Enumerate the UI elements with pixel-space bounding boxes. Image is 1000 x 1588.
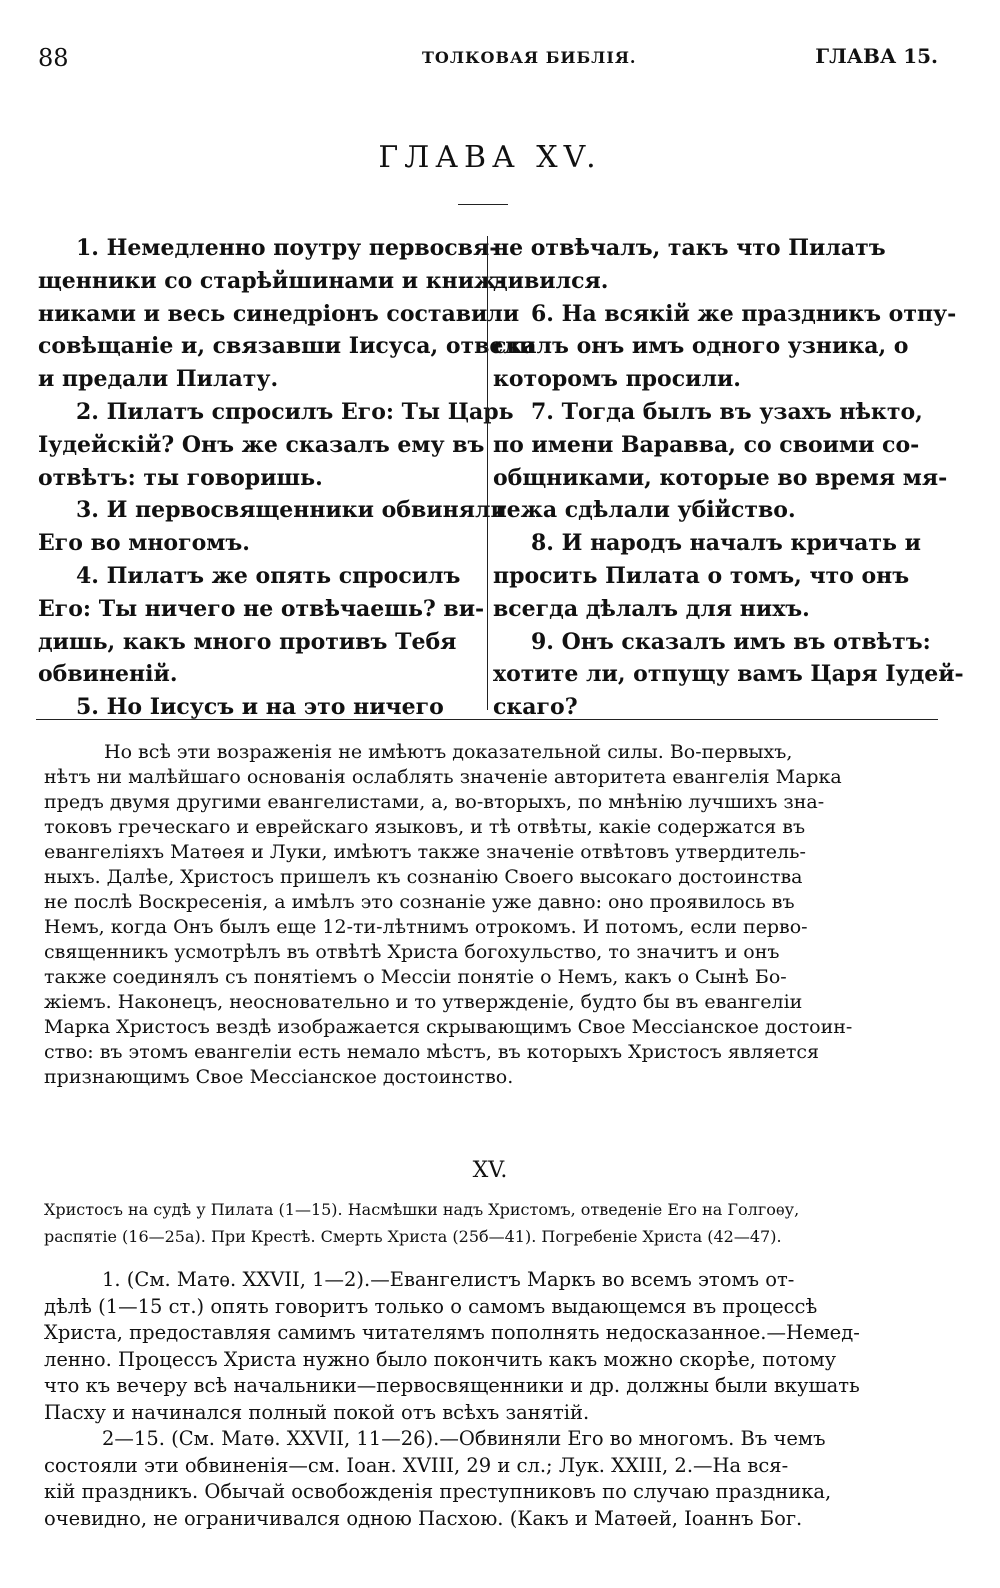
verse-line: 7. Тогда былъ въ узахъ нѣкто, <box>531 398 923 425</box>
verse-line: 4. Пилатъ же опять спросилъ <box>76 562 461 589</box>
verse-line: всегда дѣлалъ для нихъ. <box>493 595 810 622</box>
verse-line: Іудейскій? Онъ же сказалъ ему въ <box>38 431 485 458</box>
commentary-line: ство: въ этомъ евангеліи есть немало мѣстъ, въ которыхъ Христосъ является <box>44 1041 819 1063</box>
verse-line: и предали Пилату. <box>38 366 279 393</box>
verse-line: щенники со старѣйшинами и книж- <box>38 267 506 294</box>
verse-line: дивился. <box>493 267 609 294</box>
note-line: Христа, предоставляя самимъ читателямъ пополнять недосказанное.—Немед- <box>44 1321 860 1344</box>
chapter-title: ГЛАВА XV. <box>378 140 602 175</box>
commentary-paragraph <box>44 740 938 1090</box>
verse-line: 2. Пилатъ спросилъ Его: Ты Царь <box>76 398 514 425</box>
verse-line: не отвѣчалъ, такъ что Пилатъ <box>493 235 886 261</box>
note-line: что къ вечеру всѣ начальники—первосвященники и др. должны были вкушать <box>44 1374 860 1397</box>
verse-line: просить Пилата о томъ, что онъ <box>493 562 910 589</box>
scripture-columns <box>38 232 964 721</box>
section-rule <box>36 719 938 720</box>
verse-line: которомъ просили. <box>493 366 741 393</box>
verse-line: хотите ли, отпущу вамъ Царя Іудей- <box>493 661 964 688</box>
verse-line: скалъ онъ имъ одного узника, о <box>493 333 909 360</box>
commentary-line: токовъ греческаго и еврейскаго языковъ, и тѣ отвѣты, какіе содержатся въ <box>44 816 806 838</box>
commentary-line: евангеліяхъ Матѳея и Луки, имѣютъ также значеніе отвѣтовъ утвердитель- <box>44 841 806 863</box>
verse-line: 3. И первосвященники обвиняли <box>76 497 507 524</box>
verse-line: совѣщаніе и, связавши Іисуса, отвели <box>38 333 536 360</box>
verse-line: скаго? <box>493 694 578 721</box>
verse-line: Его: Ты ничего не отвѣчаешь? ви- <box>38 595 485 622</box>
commentary-line: не послѣ Воскресенія, а имѣлъ это сознаніе уже давно: оно проявилось въ <box>44 891 795 913</box>
note-line: 2—15. (См. Матѳ. XXVII, 11—26).—Обвиняли Его во многомъ. Въ чемъ <box>102 1427 826 1450</box>
column-divider <box>487 236 488 710</box>
title-rule <box>458 204 508 205</box>
note-line: очевидно, не ограничивался одною Пасхою. (Какъ и Матѳей, Іоаннъ Бог. <box>44 1506 803 1530</box>
note-line: ленно. Процессъ Христа нужно было покончить какъ можно скорѣе, потому <box>44 1347 837 1371</box>
note-line: Пасху и начинался полный покой отъ всѣхъ занятій. <box>44 1400 590 1424</box>
verse-notes <box>44 1267 938 1532</box>
commentary-line: священникъ усмотрѣлъ въ отвѣтѣ Христа богохульство, то значитъ и онъ <box>44 941 780 963</box>
section-heading: XV. <box>472 1158 508 1183</box>
running-head <box>38 44 938 78</box>
commentary-line: жіемъ. Наконецъ, неосновательно и то утвержденіе, будто бы въ евангеліи <box>44 991 803 1013</box>
commentary-line: предъ двумя другими евангелистами, а, во-вторыхъ, по мнѣнію лучшихъ зна- <box>44 791 825 813</box>
summary-line: распятіе (16—25а). При Крестѣ. Смерть Христа (25б—41). Погребеніе Христа (42—47). <box>44 1227 782 1246</box>
verse-line: 6. На всякій же праздникъ отпу- <box>531 300 957 327</box>
commentary-line: нѣтъ ни малѣйшаго основанія ослаблять значеніе авторитета евангелія Марка <box>44 766 842 788</box>
commentary-line: признающимъ Свое Мессіанское достоинство. <box>44 1066 514 1088</box>
summary-line: Христосъ на судѣ у Пилата (1—15). Насмѣшки надъ Христомъ, отведеніе Его на Голгоѳу, <box>44 1200 800 1219</box>
note-line: дѣлѣ (1—15 ст.) опять говоритъ только о самомъ выдающемся въ процессѣ <box>44 1294 818 1318</box>
section-summary <box>44 1196 938 1250</box>
verse-line: обвиненій. <box>38 661 178 688</box>
verse-line: 5. Но Іисусъ и на это ничего <box>76 694 444 721</box>
verse-line: отвѣтъ: ты говоришь. <box>38 464 323 491</box>
verse-line: общниками, которые во время мя- <box>493 464 948 491</box>
verse-line: 9. Онъ сказалъ имъ въ отвѣтъ: <box>531 628 931 655</box>
note-line: состояли эти обвиненія—см. Іоан. XVIII, 29 и сл.; Лук. XXIII, 2.—На вся- <box>44 1453 789 1477</box>
scripture-column-right <box>493 232 964 724</box>
commentary-line: Но всѣ эти возраженія не имѣютъ доказательной силы. Во-первыхъ, <box>104 741 793 763</box>
note-line: кій праздникъ. Обычай освобожденія преступниковъ по случаю праздника, <box>44 1480 832 1503</box>
commentary-line: Немъ, когда Онъ былъ еще 12-ти-лѣтнимъ отрокомъ. И потомъ, если перво- <box>44 916 808 938</box>
verse-line: 8. И народъ началъ кричать и <box>531 530 921 557</box>
verse-line: никами и весь синедріонъ составили <box>38 300 520 327</box>
page-number: 88 <box>38 44 69 72</box>
verse-line: тежа сдѣлали убійство. <box>493 497 796 524</box>
note-line: 1. (См. Матѳ. XXVII, 1—2).—Евангелистъ Маркъ во всемъ этомъ от- <box>102 1268 795 1291</box>
verse-line: 1. Немедленно поутру первосвя- <box>76 235 499 261</box>
chapter-reference: ГЛАВА 15. <box>815 44 938 68</box>
commentary-line: Марка Христосъ вездѣ изображается скрывающимъ Свое Мессіанское достоин- <box>44 1016 853 1038</box>
book-title: ТОЛКОВАЯ БИБЛІЯ. <box>422 48 637 67</box>
commentary-line: также соединялъ съ понятіемъ о Мессіи понятіе о Немъ, какъ о Сынѣ Бо- <box>44 966 787 988</box>
verse-line: Его во многомъ. <box>38 530 250 557</box>
verse-line: по имени Варавва, со своими со- <box>493 431 920 458</box>
verse-line: дишь, какъ много противъ Тебя <box>38 628 457 655</box>
commentary-line: ныхъ. Далѣе, Христосъ пришелъ къ сознанію Своего высокаго достоинства <box>44 866 803 888</box>
